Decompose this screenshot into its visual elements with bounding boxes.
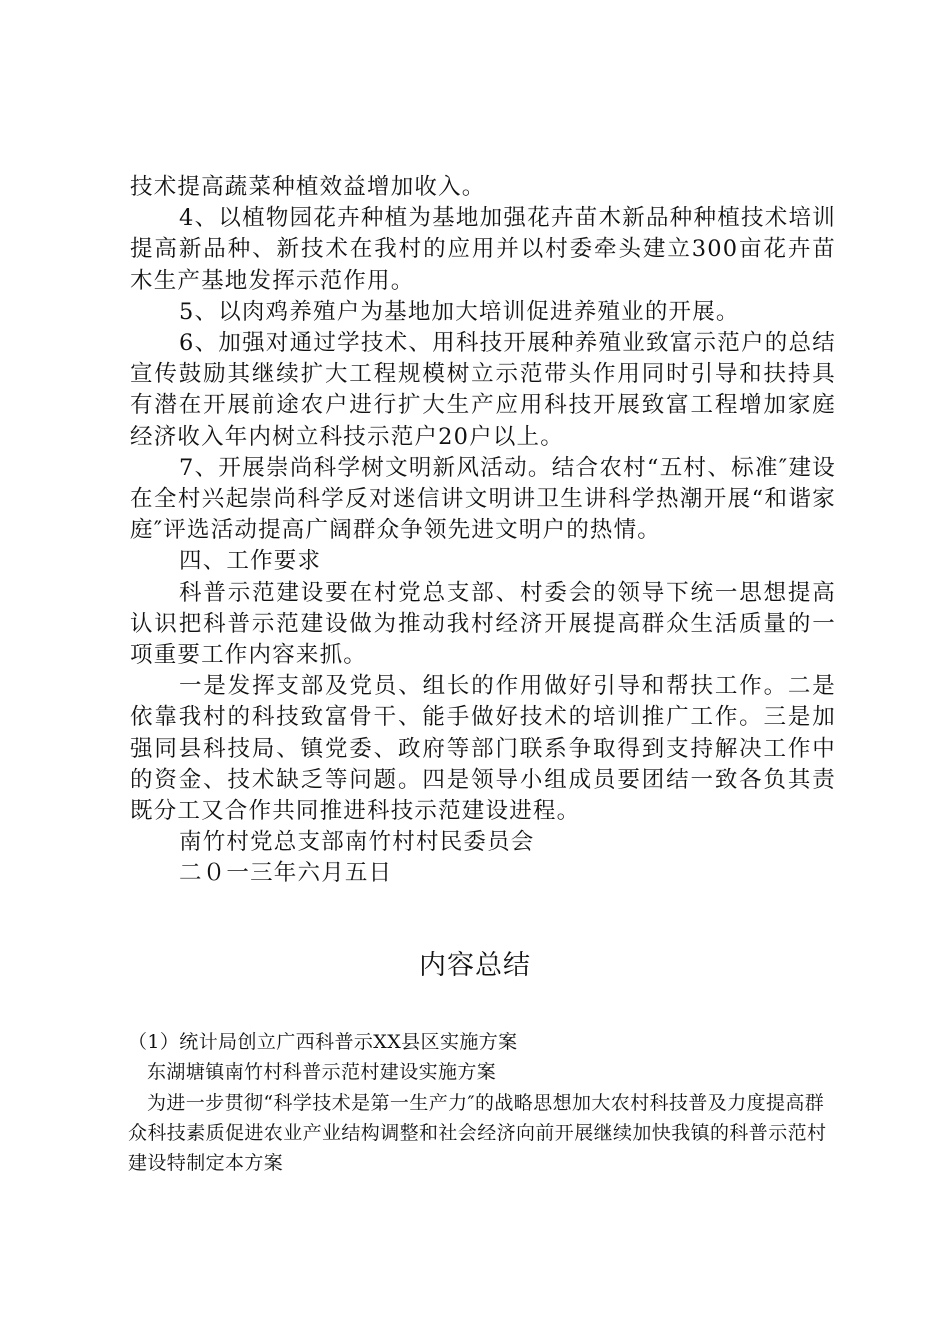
paragraph-7: 科普示范建设要在村党总支部、村委会的领导下统一思想提高认识把科普示范建设做为推动我村经济开展提高群众生活质量的一项重要工作内容来抓。 xyxy=(130,579,836,669)
summary-title: 内容总结 xyxy=(419,950,531,981)
summary-line-3: 为进一步贯彻“科学技术是第一生产力″的战略思想加大农村科技普及力度提高群众科技素质促进农业产业结构调整和社会经济向前开展继续加快我镇的科普示范村建设特制定本方案 xyxy=(128,1091,827,1175)
paragraph-3: 5、以肉鸡养殖户为基地加大培训促进养殖业的开展。 xyxy=(179,298,740,325)
paragraph-2: 4、以植物园花卉种植为基地加强花卉苗木新品种种植技术培训提高新品种、新技术在我村的应用并以村委牵头建立300亩花卉苗木生产基地发挥示范作用。 xyxy=(130,205,836,294)
summary-line-2: 东湖塘镇南竹村科普示范村建设实施方案 xyxy=(147,1061,497,1084)
signature-organization: 南竹村党总支部南竹村村民委员会 xyxy=(179,829,535,856)
paragraph-8: 一是发挥支部及党员、组长的作用做好引导和帮扶工作。二是依靠我村的科技致富骨干、能手做好技术的培训推广工作。三是加强同县科技局、镇党委、政府等部门联系争取得到支持解决工作中的资金、技术缺乏等问题。四是领导小组成员要团结一致各负其责既分工又合作共同推进科技示范建设进程。 xyxy=(130,673,836,825)
document-body xyxy=(130,172,836,890)
paragraph-5: 7、开展崇尚科学树文明新风活动。结合农村“五村、标准″建设在全村兴起崇尚科学反对迷信讲文明讲卫生讲科学热潮开展“和谐家庭″评选活动提高广阔群众争领先进文明户的热情。 xyxy=(130,454,836,544)
paragraph-4: 6、加强对通过学技术、用科技开展种养殖业致富示范户的总结宣传鼓励其继续扩大工程规模树立示范带头作用同时引导和扶持具有潜在开展前途农户进行扩大生产应用科技开展致富工程增加家庭经济收入年内树立科技示范户20户以上。 xyxy=(130,330,836,450)
summary-section xyxy=(128,1027,840,1178)
paragraph-1: 技术提高蔬菜种植效益增加收入。 xyxy=(130,174,486,200)
signature-date: 二０一三年六月五日 xyxy=(179,860,393,887)
section-heading-work-requirements: 四、工作要求 xyxy=(179,548,322,575)
summary-line-1: （1）统计局创立广西科普示XX县区实施方案 xyxy=(128,1031,518,1053)
